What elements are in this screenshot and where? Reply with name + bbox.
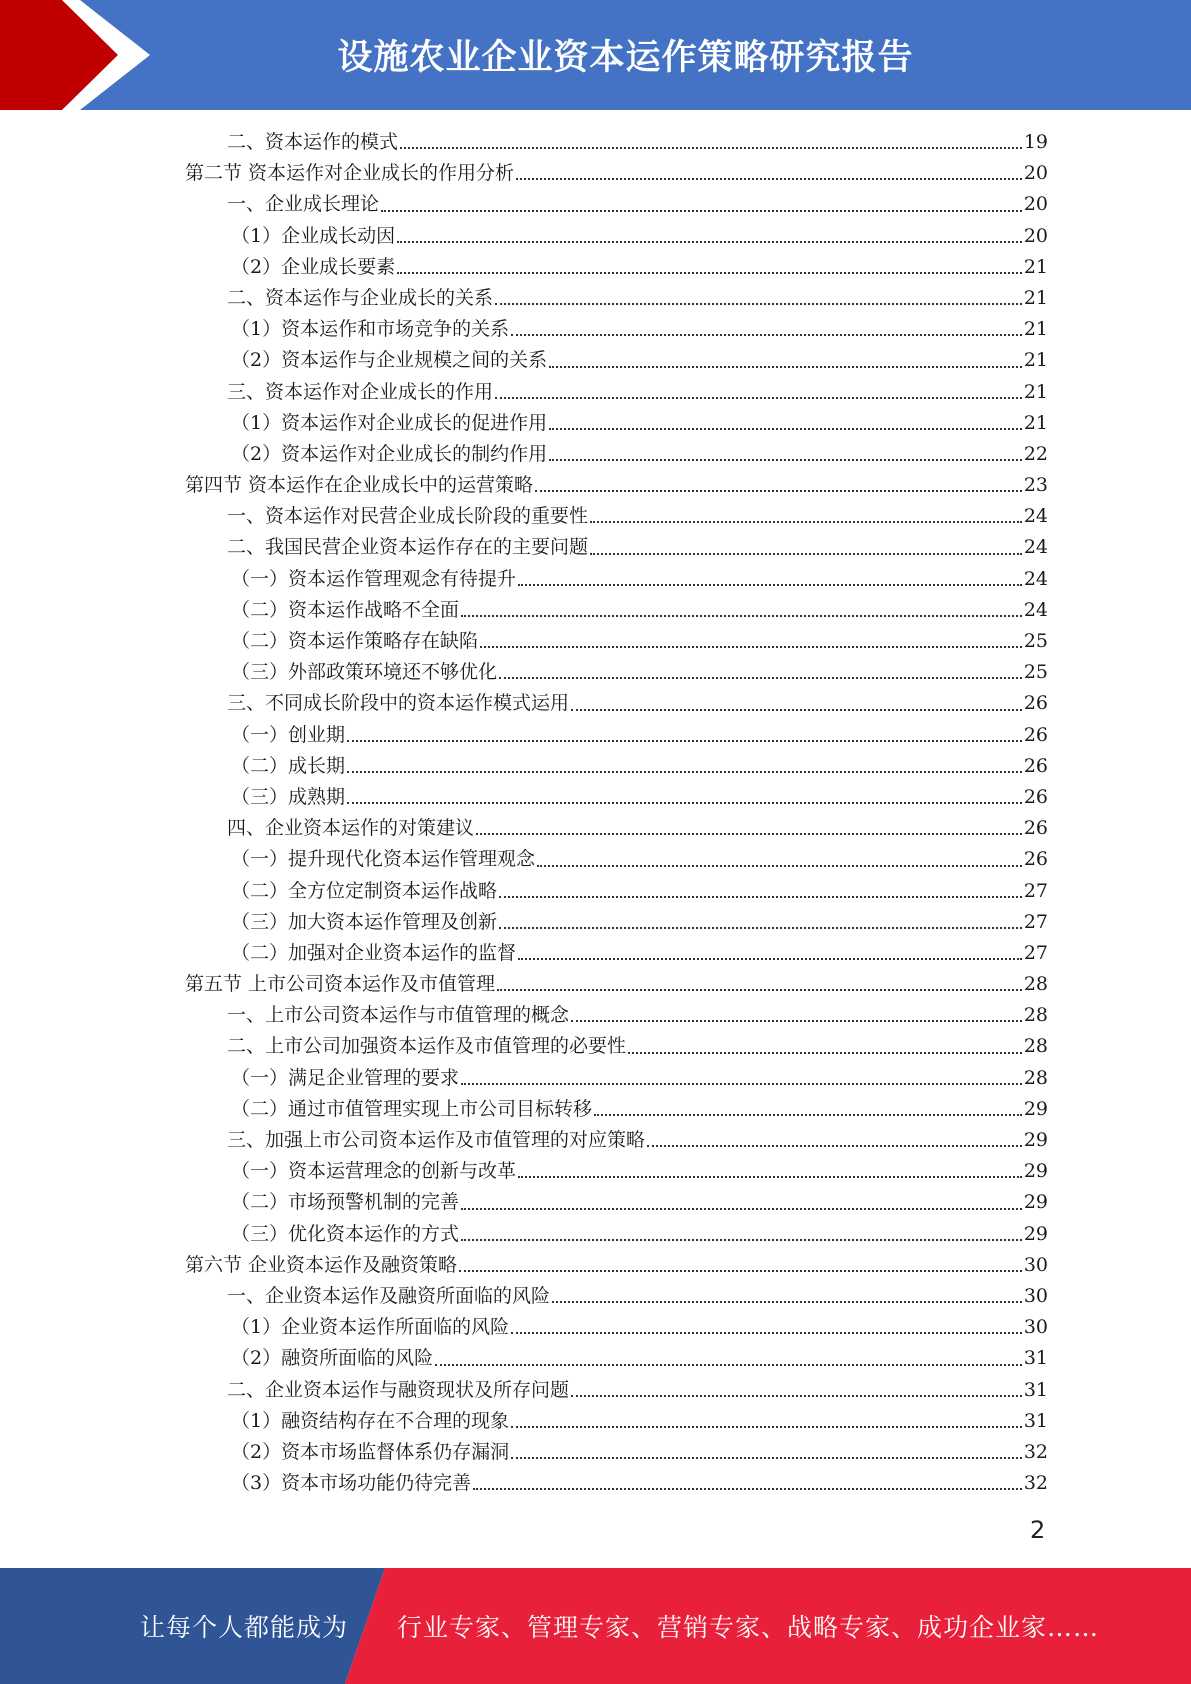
toc-entry[interactable] (0, 532, 1191, 563)
toc-dot-leader (571, 1019, 1022, 1022)
toc-entry-title: （1）企业资本运作所面临的风险 (231, 1316, 510, 1339)
toc-entry-title: （二）加强对企业资本运作的监督 (231, 941, 517, 964)
page-header (0, 0, 1191, 110)
toc-dot-leader (499, 926, 1022, 929)
toc-dot-leader (495, 396, 1022, 399)
toc-dot-leader (549, 427, 1022, 430)
toc-dot-leader (480, 645, 1022, 648)
toc-entry[interactable] (0, 1468, 1191, 1499)
toc-entry-page: 24 (1023, 536, 1048, 559)
toc-entry[interactable] (0, 1063, 1191, 1094)
toc-entry-page: 32 (1023, 1472, 1048, 1495)
toc-entry[interactable] (0, 1281, 1191, 1312)
toc-dot-leader (347, 770, 1022, 773)
toc-entry-title: 四、企业资本运作的对策建议 (227, 817, 475, 840)
toc-entry[interactable] (0, 1375, 1191, 1406)
toc-entry-page: 30 (1023, 1253, 1048, 1276)
toc-entry-title: 二、企业资本运作与融资现状及所存问题 (227, 1378, 570, 1401)
toc-entry-title: 三、不同成长阶段中的资本运作模式运用 (227, 692, 570, 715)
toc-entry-title: 二、资本运作与企业成长的关系 (227, 286, 494, 309)
footer-slogan-left: 让每个人都能成为 (140, 1613, 349, 1642)
toc-entry-title: （1）资本运作和市场竞争的关系 (231, 318, 510, 341)
toc-dot-leader (571, 708, 1022, 711)
toc-entry-page: 26 (1023, 848, 1048, 871)
toc-entry-title: （3）资本市场功能仍待完善 (231, 1472, 472, 1495)
toc-entry[interactable] (0, 1312, 1191, 1343)
toc-entry[interactable] (0, 252, 1191, 283)
toc-entry-page: 25 (1023, 630, 1048, 652)
toc-entry[interactable] (0, 408, 1191, 439)
toc-entry-page: 23 (1023, 474, 1048, 497)
toc-entry-page: 29 (1023, 1097, 1048, 1120)
toc-dot-leader (473, 1487, 1022, 1490)
toc-dot-leader (461, 614, 1022, 617)
toc-dot-leader (511, 1425, 1022, 1428)
toc-entry-title: 二、资本运作的模式 (227, 131, 399, 153)
toc-dot-leader (461, 1207, 1022, 1210)
toc-dot-leader (571, 1394, 1022, 1397)
toc-entry-page: 25 (1023, 661, 1048, 684)
toc-entry[interactable] (0, 158, 1191, 189)
toc-dot-leader (461, 1082, 1022, 1085)
toc-entry[interactable] (0, 1343, 1191, 1374)
toc-entry[interactable] (0, 1437, 1191, 1468)
toc-entry-page: 21 (1023, 380, 1048, 403)
toc-dot-leader (590, 520, 1022, 523)
toc-dot-leader (495, 302, 1022, 305)
toc-entry[interactable] (0, 876, 1191, 907)
toc-entry[interactable] (0, 345, 1191, 376)
toc-dot-leader (435, 1363, 1022, 1366)
toc-entry[interactable] (0, 844, 1191, 875)
toc-entry-title: （一）资本运营理念的创新与改革 (231, 1160, 517, 1183)
table-of-contents (0, 127, 1191, 1499)
toc-dot-leader (537, 864, 1022, 867)
toc-dot-leader (499, 676, 1022, 679)
toc-entry[interactable] (0, 283, 1191, 314)
toc-entry-title: （2）资本市场监督体系仍存漏洞 (231, 1440, 510, 1463)
toc-entry[interactable] (0, 938, 1191, 969)
toc-entry-page: 32 (1023, 1440, 1048, 1463)
toc-entry-page: 21 (1023, 318, 1048, 341)
toc-entry-title: 第六节 企业资本运作及融资策略 (185, 1253, 458, 1276)
toc-entry-title: （2）企业成长要素 (231, 255, 396, 278)
toc-entry[interactable] (0, 564, 1191, 595)
toc-entry[interactable] (0, 127, 1191, 158)
toc-entry-page: 26 (1023, 754, 1048, 777)
toc-entry-title: （一）资本运作管理观念有待提升 (231, 567, 517, 590)
toc-entry[interactable] (0, 720, 1191, 751)
toc-dot-leader (552, 1300, 1022, 1303)
toc-entry-page: 27 (1023, 910, 1048, 933)
toc-entry[interactable] (0, 1094, 1191, 1125)
toc-dot-leader (511, 1456, 1022, 1459)
toc-entry-title: （二）市场预警机制的完善 (231, 1191, 460, 1214)
toc-entry-title: （二）通过市值管理实现上市公司目标转移 (231, 1097, 593, 1120)
toc-entry[interactable] (0, 189, 1191, 220)
toc-entry-title: 二、上市公司加强资本运作及市值管理的必要性 (227, 1035, 627, 1058)
toc-entry-title: （三）成熟期 (231, 785, 346, 808)
toc-dot-leader (461, 1238, 1022, 1241)
toc-entry-page: 21 (1023, 255, 1048, 278)
toc-entry-page: 21 (1023, 349, 1048, 372)
toc-entry[interactable] (0, 221, 1191, 252)
toc-entry-page: 30 (1023, 1284, 1048, 1307)
toc-entry-title: （一）创业期 (231, 723, 346, 746)
toc-entry-title: （三）外部政策环境还不够优化 (231, 661, 498, 684)
toc-entry-page: 21 (1023, 411, 1048, 434)
toc-entry[interactable] (0, 907, 1191, 938)
toc-entry[interactable] (0, 377, 1191, 408)
toc-entry-title: （2）融资所面临的风险 (231, 1347, 434, 1370)
toc-dot-leader (511, 333, 1022, 336)
toc-dot-leader (497, 988, 1022, 991)
toc-entry-title: 二、我国民营企业资本运作存在的主要问题 (227, 536, 589, 559)
toc-dot-leader (400, 146, 1022, 149)
toc-entry-page: 31 (1023, 1378, 1048, 1401)
toc-entry-page: 29 (1023, 1191, 1048, 1214)
toc-entry-title: （1）资本运作对企业成长的促进作用 (231, 411, 548, 434)
toc-entry[interactable] (0, 782, 1191, 813)
toc-entry[interactable] (0, 595, 1191, 626)
toc-entry[interactable] (0, 501, 1191, 532)
toc-entry-page: 26 (1023, 723, 1048, 746)
report-title: 设施农业企业资本运作策略研究报告 (337, 38, 914, 78)
toc-entry[interactable] (0, 1187, 1191, 1218)
toc-entry-title: （一）提升现代化资本运作管理观念 (231, 848, 536, 871)
toc-dot-leader (628, 1051, 1022, 1054)
toc-entry-page: 21 (1023, 286, 1048, 309)
toc-entry-page: 28 (1023, 973, 1048, 996)
toc-dot-leader (499, 895, 1022, 898)
toc-entry-title: 一、企业成长理论 (227, 193, 380, 216)
toc-entry[interactable] (0, 751, 1191, 782)
toc-dot-leader (647, 1144, 1022, 1147)
toc-entry-page: 20 (1023, 224, 1048, 247)
toc-entry-title: （1）融资结构存在不合理的现象 (231, 1409, 510, 1432)
toc-entry[interactable] (0, 314, 1191, 345)
toc-entry-page: 26 (1023, 817, 1048, 840)
toc-entry-title: 一、资本运作对民营企业成长阶段的重要性 (227, 505, 589, 528)
toc-dot-leader (590, 552, 1022, 555)
toc-dot-leader (549, 458, 1022, 461)
toc-dot-leader (381, 209, 1022, 212)
toc-entry-title: （二）资本运作策略存在缺陷 (231, 630, 479, 652)
toc-entry-title: （二）成长期 (231, 754, 346, 777)
toc-entry-page: 19 (1023, 131, 1048, 153)
toc-dot-leader (518, 583, 1022, 586)
toc-entry-title: 三、资本运作对企业成长的作用 (227, 380, 494, 403)
toc-entry-page: 24 (1023, 598, 1048, 621)
toc-entry-page: 26 (1023, 785, 1048, 808)
toc-entry-page: 29 (1023, 1129, 1048, 1151)
toc-entry[interactable] (0, 1156, 1191, 1187)
page-footer (0, 1568, 1191, 1684)
toc-entry[interactable] (0, 1250, 1191, 1281)
toc-dot-leader (476, 832, 1022, 835)
toc-entry-page: 28 (1023, 1066, 1048, 1089)
toc-dot-leader (347, 739, 1022, 742)
toc-entry[interactable] (0, 1031, 1191, 1062)
toc-entry[interactable] (0, 626, 1191, 657)
page-number: 2 (1030, 1516, 1046, 1544)
toc-entry-page: 29 (1023, 1222, 1048, 1245)
toc-entry-page: 26 (1023, 692, 1048, 715)
toc-entry[interactable] (0, 470, 1191, 501)
toc-dot-leader (518, 1175, 1022, 1178)
toc-dot-leader (516, 177, 1022, 180)
toc-dot-leader (397, 240, 1022, 243)
toc-entry-page: 27 (1023, 941, 1048, 964)
toc-entry-page: 24 (1023, 567, 1048, 590)
toc-dot-leader (459, 1269, 1022, 1272)
toc-entry[interactable] (0, 1219, 1191, 1250)
footer-slogan-right: 行业专家、管理专家、营销专家、战略专家、成功企业家…… (397, 1613, 1100, 1642)
toc-entry-page: 31 (1023, 1409, 1048, 1432)
toc-dot-leader (594, 1113, 1022, 1116)
toc-entry-title: 一、企业资本运作及融资所面临的风险 (227, 1284, 551, 1307)
toc-entry-title: 三、加强上市公司资本运作及市值管理的对应策略 (227, 1129, 646, 1151)
toc-entry[interactable] (0, 439, 1191, 470)
toc-entry-title: （2）资本运作对企业成长的制约作用 (231, 442, 548, 465)
toc-entry-page: 30 (1023, 1316, 1048, 1339)
toc-entry[interactable] (0, 813, 1191, 844)
toc-entry[interactable] (0, 657, 1191, 688)
toc-entry[interactable] (0, 1125, 1191, 1156)
toc-entry-page: 22 (1023, 442, 1048, 465)
toc-entry-title: 第四节 资本运作在企业成长中的运营策略 (185, 474, 534, 497)
toc-entry[interactable] (0, 688, 1191, 719)
toc-entry[interactable] (0, 969, 1191, 1000)
toc-entry[interactable] (0, 1406, 1191, 1437)
toc-entry-page: 24 (1023, 505, 1048, 528)
toc-entry-page: 20 (1023, 162, 1048, 185)
toc-entry-page: 20 (1023, 193, 1048, 216)
toc-entry-page: 28 (1023, 1035, 1048, 1058)
toc-dot-leader (397, 271, 1022, 274)
toc-dot-leader (347, 801, 1022, 804)
toc-entry-title: （2）资本运作与企业规模之间的关系 (231, 349, 548, 372)
toc-entry-page: 29 (1023, 1160, 1048, 1183)
toc-entry-title: （二）资本运作战略不全面 (231, 598, 460, 621)
toc-dot-leader (549, 365, 1022, 368)
toc-dot-leader (535, 489, 1022, 492)
toc-entry-title: 第五节 上市公司资本运作及市值管理 (185, 973, 496, 996)
toc-entry-page: 31 (1023, 1347, 1048, 1370)
toc-entry-title: （三）优化资本运作的方式 (231, 1222, 460, 1245)
toc-entry-title: 一、上市公司资本运作与市值管理的概念 (227, 1004, 570, 1027)
toc-dot-leader (511, 1331, 1022, 1334)
toc-entry-title: （1）企业成长动因 (231, 224, 396, 247)
toc-entry-title: 第二节 资本运作对企业成长的作用分析 (185, 162, 515, 185)
toc-dot-leader (518, 957, 1022, 960)
toc-entry-title: （二）全方位定制资本运作战略 (231, 879, 498, 902)
toc-entry-page: 27 (1023, 879, 1048, 902)
toc-entry-title: （三）加大资本运作管理及创新 (231, 910, 498, 933)
toc-entry-title: （一）满足企业管理的要求 (231, 1066, 460, 1089)
toc-entry-page: 28 (1023, 1004, 1048, 1027)
toc-entry[interactable] (0, 1000, 1191, 1031)
